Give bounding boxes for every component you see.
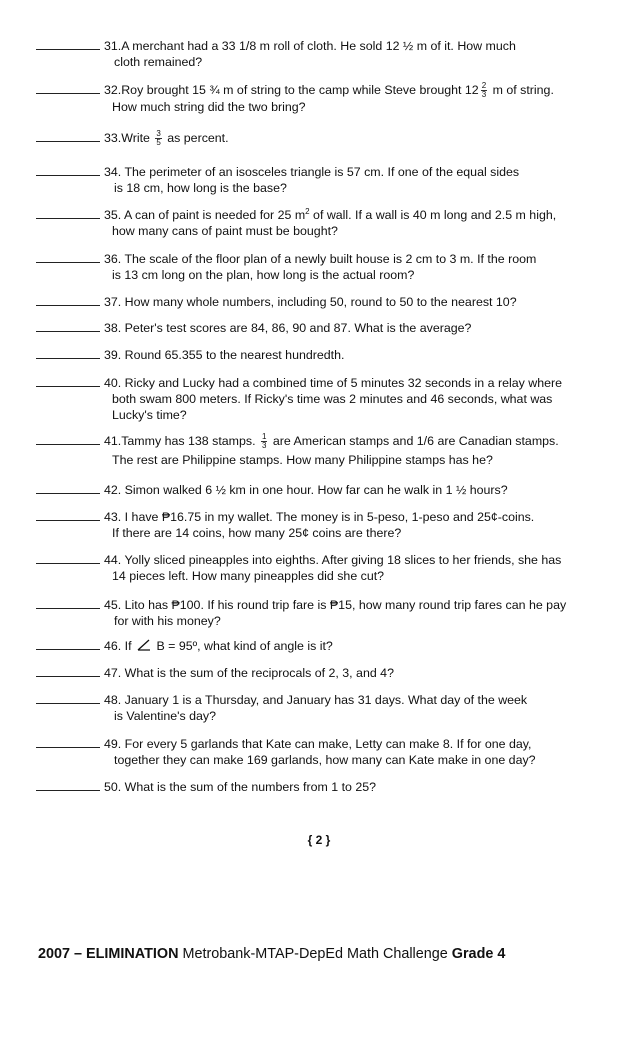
question-49: 49. For every 5 garlands that Kate can make, Letty can make 8. If for one day, together they can make 169 garlands, how many can Kate make in one day? — [36, 736, 596, 768]
answer-blank-46[interactable] — [36, 638, 100, 650]
answer-blank-40[interactable] — [36, 375, 100, 387]
answer-blank-33[interactable] — [36, 130, 100, 142]
question-47: 47. What is the sum of the reciprocals of 2, 3, and 4? — [36, 665, 596, 681]
question-31: 31.A merchant had a 33 1/8 m roll of cloth. He sold 12 ½ m of it. How much cloth remained? — [36, 38, 596, 70]
question-39: 39. Round 65.355 to the nearest hundredth. — [36, 347, 596, 363]
answer-blank-47[interactable] — [36, 665, 100, 677]
fraction-three-fifths: $\frac{3}{5}$ — [156, 129, 161, 148]
answer-blank-38[interactable] — [36, 320, 100, 332]
question-42: 42. Simon walked 6 ½ km in one hour. How far can he walk in 1 ½ hours? — [36, 482, 596, 498]
question-50: 50. What is the sum of the numbers from 1 to 25? — [36, 779, 596, 795]
question-34: 34. The perimeter of an isosceles triangle is 57 cm. If one of the equal sides is 18 cm, how long is the base? — [36, 164, 596, 196]
answer-blank-32[interactable] — [36, 82, 100, 94]
answer-blank-49[interactable] — [36, 736, 100, 748]
question-40: 40. Ricky and Lucky had a combined time of 5 minutes 32 seconds in a relay where both swam 800 meters. If Ricky's time was 2 minutes and 46 seconds, what was Lucky's time? — [36, 375, 596, 423]
footer-exam-title: 2007 – ELIMINATION — [38, 946, 179, 962]
question-45: 45. Lito has ₱100. If his round trip fare is ₱15, how many round trip fares can he pay for with his money? — [36, 597, 596, 629]
answer-blank-39[interactable] — [36, 347, 100, 359]
fraction-two-thirds: $\frac{2}{3}$ — [481, 81, 487, 100]
question-38: 38. Peter's test scores are 84, 86, 90 and 87. What is the average? — [36, 320, 596, 336]
question-36: 36. The scale of the floor plan of a newly built house is 2 cm to 3 m. If the room is 13 cm long on the plan, how long is the actual room? — [36, 251, 596, 283]
answer-blank-35[interactable] — [36, 207, 100, 219]
answer-blank-31[interactable] — [36, 38, 100, 50]
question-35: 35. A can of paint is needed for 25 $m^2$ of wall. If a wall is 40 m long and 2.5 m high, how many cans of paint must be bought? — [36, 207, 596, 239]
answer-blank-44[interactable] — [36, 552, 100, 564]
answer-blank-37[interactable] — [36, 294, 100, 306]
answer-blank-50[interactable] — [36, 779, 100, 791]
question-37: 37. How many whole numbers, including 50, round to 50 to the nearest 10? — [36, 294, 596, 310]
question-32: 32.Roy brought 15 ¾ m of string to the camp while Steve brought 12 $\frac{2}{3}$ m of string. How much string did the two bring? — [36, 82, 596, 115]
answer-blank-48[interactable] — [36, 692, 100, 704]
answer-blank-34[interactable] — [36, 164, 100, 176]
footer-grade: Grade 4 — [451, 946, 506, 962]
angle-icon — [137, 639, 151, 651]
answer-blank-42[interactable] — [36, 482, 100, 494]
page-number: { 2 } — [307, 833, 331, 847]
answer-blank-45[interactable] — [36, 597, 100, 609]
question-33: 33.Write $\frac{3}{5}$ as percent. — [36, 130, 596, 147]
question-48: 48. January 1 is a Thursday, and January has 31 days. What day of the week is Valentine's day? — [36, 692, 596, 724]
footer-program: Metrobank-MTAP-DepEd Math Challenge — [178, 946, 452, 962]
answer-blank-43[interactable] — [36, 509, 100, 521]
fraction-one-third: $\frac{1}{3}$ — [261, 432, 267, 451]
question-44: 44. Yolly sliced pineapples into eighths. After giving 18 slices to her friends, she has 14 pieces left. How many pineapples did she cut? — [36, 552, 596, 584]
page-footer — [38, 946, 505, 962]
question-43: 43. I have ₱16.75 in my wallet. The money is in 5-peso, 1-peso and 25¢-coins. If there are 14 coins, how many 25¢ coins are there? — [36, 509, 596, 541]
question-41: 41.Tammy has 138 stamps. $\frac{1}{3}$ are American stamps and 1/6 are Canadian stamps. The rest are Philippine stamps. How many Philippine stamps has he? — [36, 433, 596, 468]
question-46: 46. If B = 95º, what kind of angle is it? — [36, 638, 596, 654]
answer-blank-41[interactable] — [36, 433, 100, 445]
answer-blank-36[interactable] — [36, 251, 100, 263]
